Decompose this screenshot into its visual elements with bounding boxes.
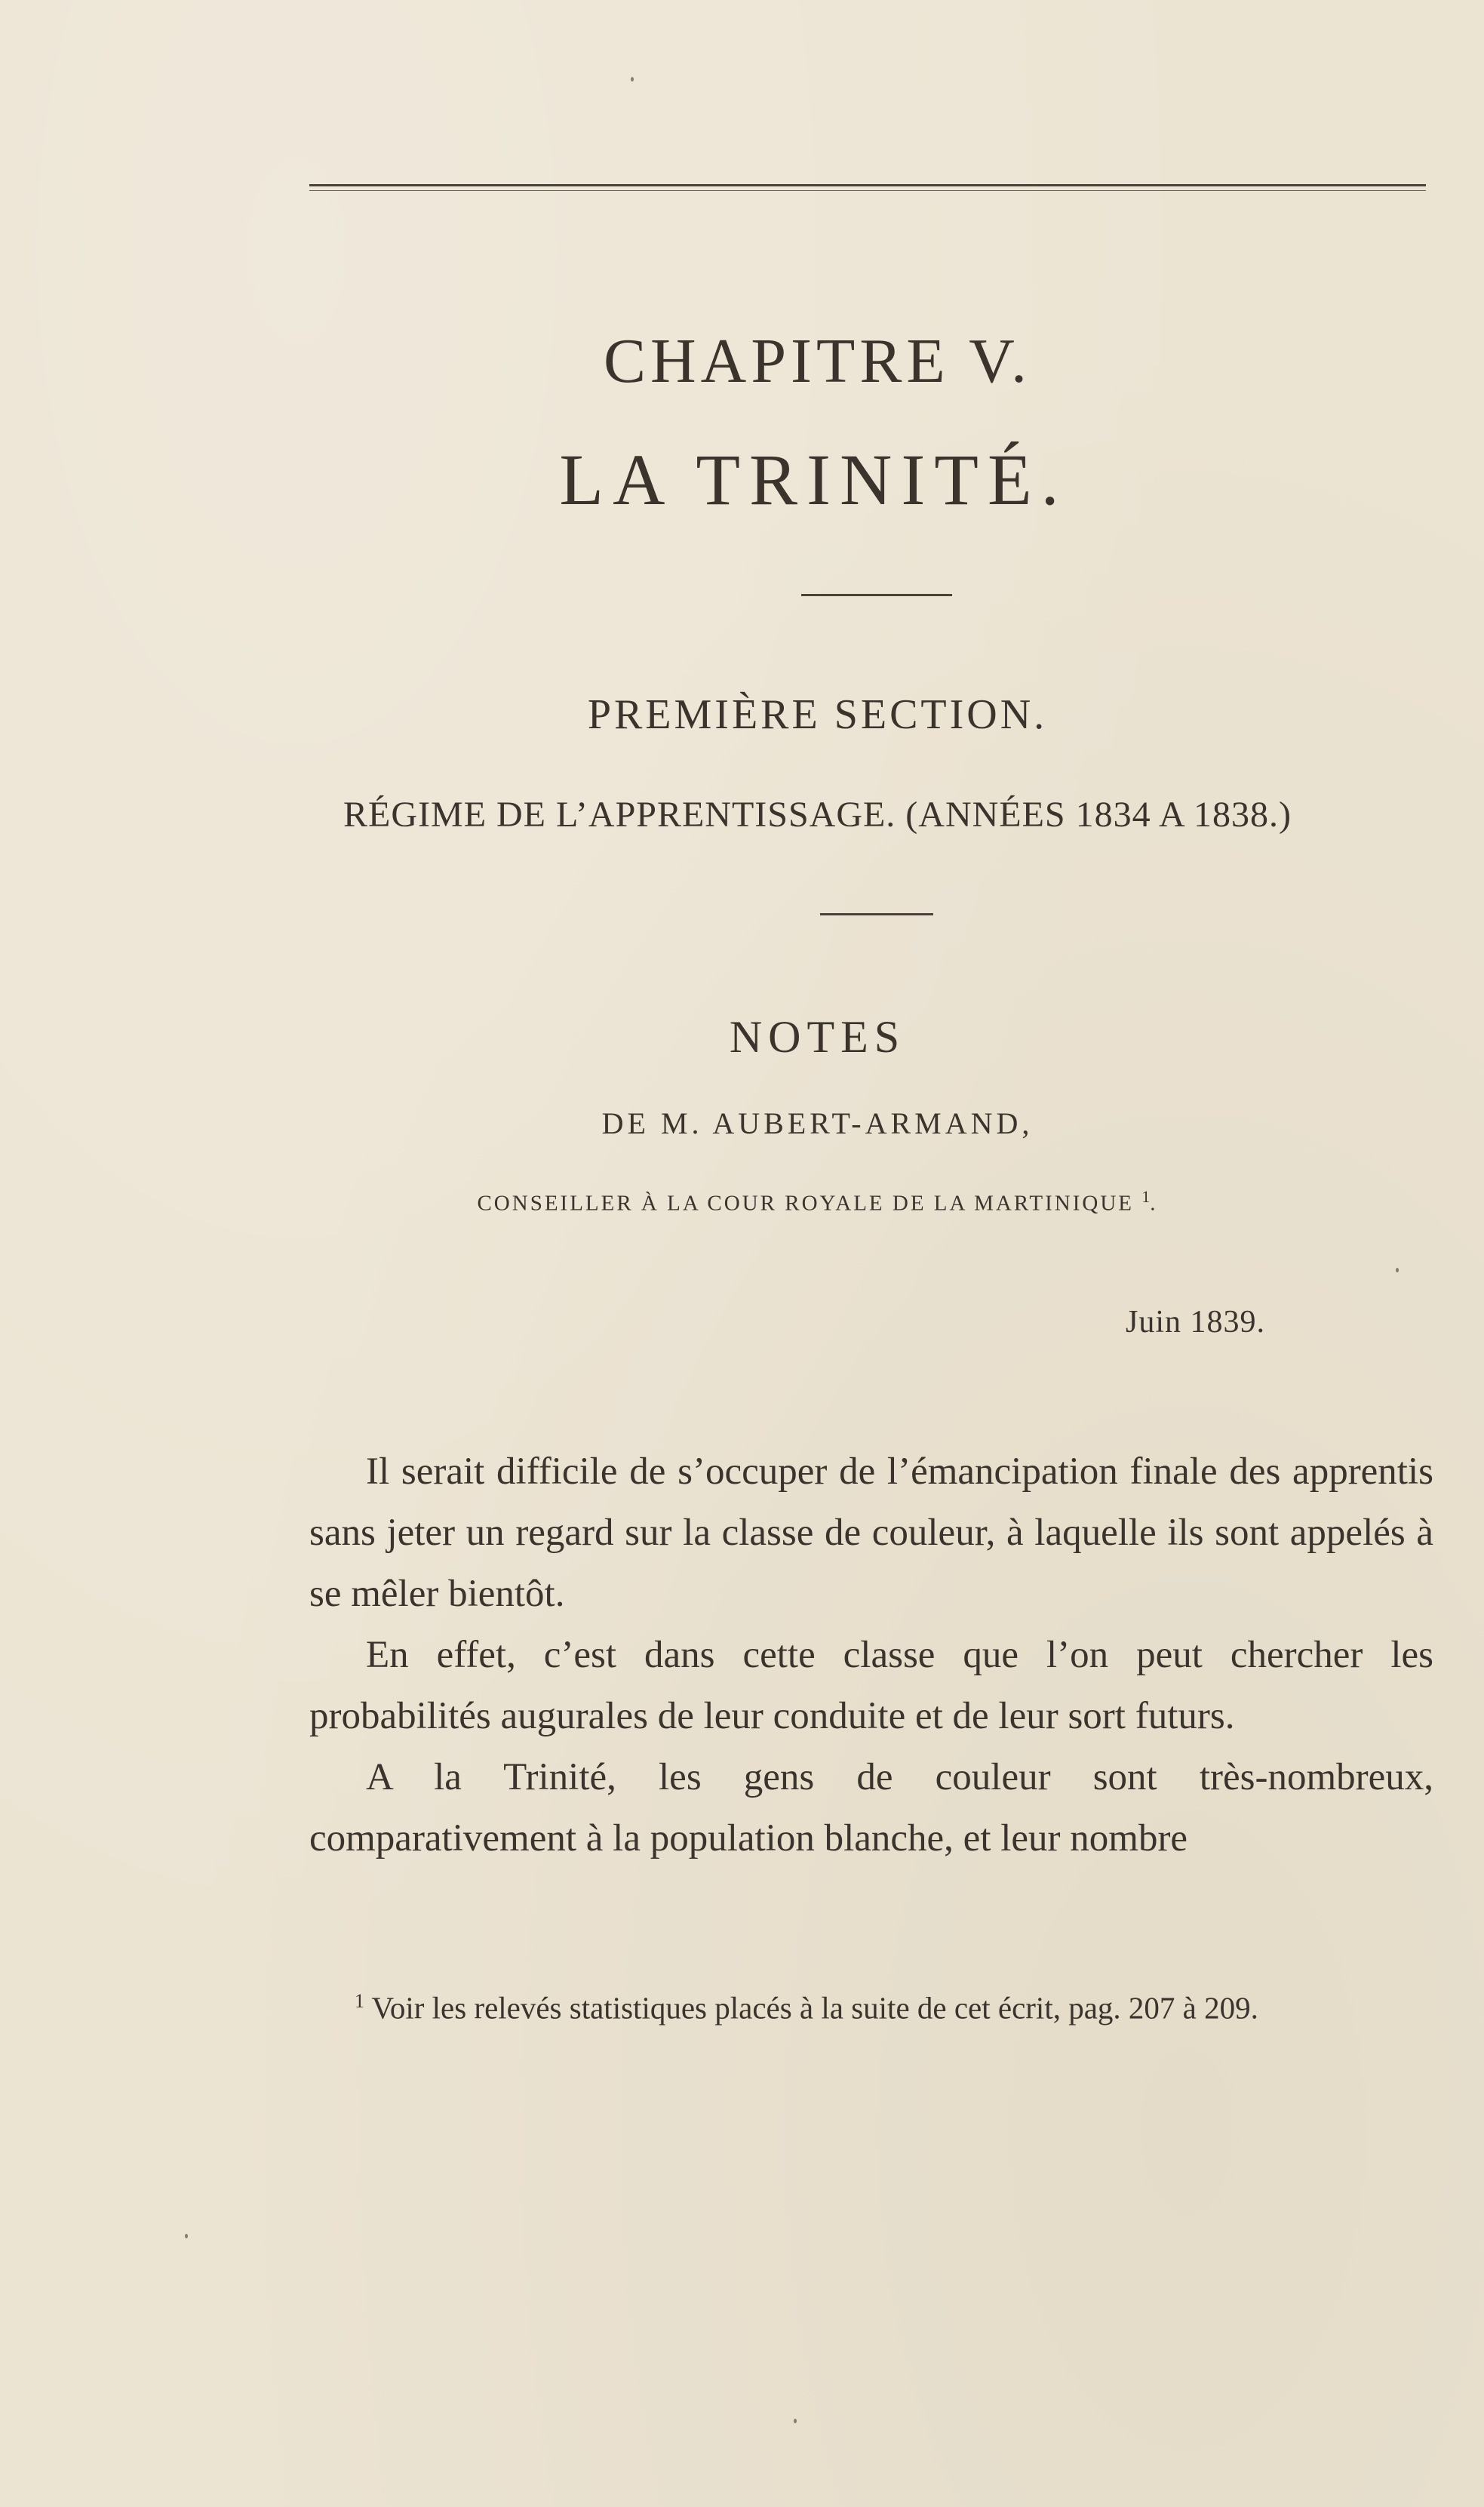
footnote-reference: 1 <box>1141 1187 1151 1206</box>
paper-speck <box>1396 1268 1399 1272</box>
section-heading: PREMIÈRE SECTION. <box>587 691 1048 738</box>
paragraph: En effet, c’est dans cette classe que l’on peut chercher les probabilités augurales de leur conduite et de leur sort futurs. <box>309 1634 1433 1737</box>
section-subtitle: RÉGIME DE L’APPRENTISSAGE. (ANNÉES 1834 A 1838.) <box>343 795 1292 835</box>
author-title-text: CONSEILLER À LA COUR ROYALE DE LA MARTINIQUE <box>477 1191 1135 1216</box>
footnote-mark: 1 <box>355 1990 364 2012</box>
date-line: Juin 1839. <box>1125 1305 1265 1340</box>
footnote <box>309 1977 1433 2032</box>
chapter-heading: CHAPITRE V. <box>603 326 1031 396</box>
author-name: DE M. AUBERT-ARMAND, <box>601 1106 1034 1140</box>
paragraph: A la Trinité, les gens de couleur sont très-nombreux, comparativement à la population blanche, et leur nombre <box>309 1756 1433 1859</box>
paper-speck <box>185 2234 188 2238</box>
separator-rule <box>820 913 933 915</box>
paragraph: Il serait difficile de s’occuper de l’émancipation finale des apprentis sans jeter un regard sur la classe de couleur, à laquelle ils sont appelés à se mêler bientôt. <box>309 1450 1433 1615</box>
notes-heading: NOTES <box>729 1012 906 1062</box>
body-text <box>309 1441 1433 1869</box>
chapter-title: LA TRINITÉ. <box>559 439 1068 520</box>
paper-speck <box>794 2419 797 2423</box>
separator-rule <box>801 594 952 596</box>
author-title: CONSEILLER À LA COUR ROYALE DE LA MARTINIQUE $^1$. <box>477 1187 1158 1216</box>
footnote-text: Voir les relevés statistiques placés à la suite de cet écrit, pag. 207 à 209. <box>364 1990 1258 2026</box>
header-rule <box>309 184 1426 186</box>
footnote-paragraph <box>309 1977 1433 2032</box>
paper-speck <box>631 77 634 82</box>
